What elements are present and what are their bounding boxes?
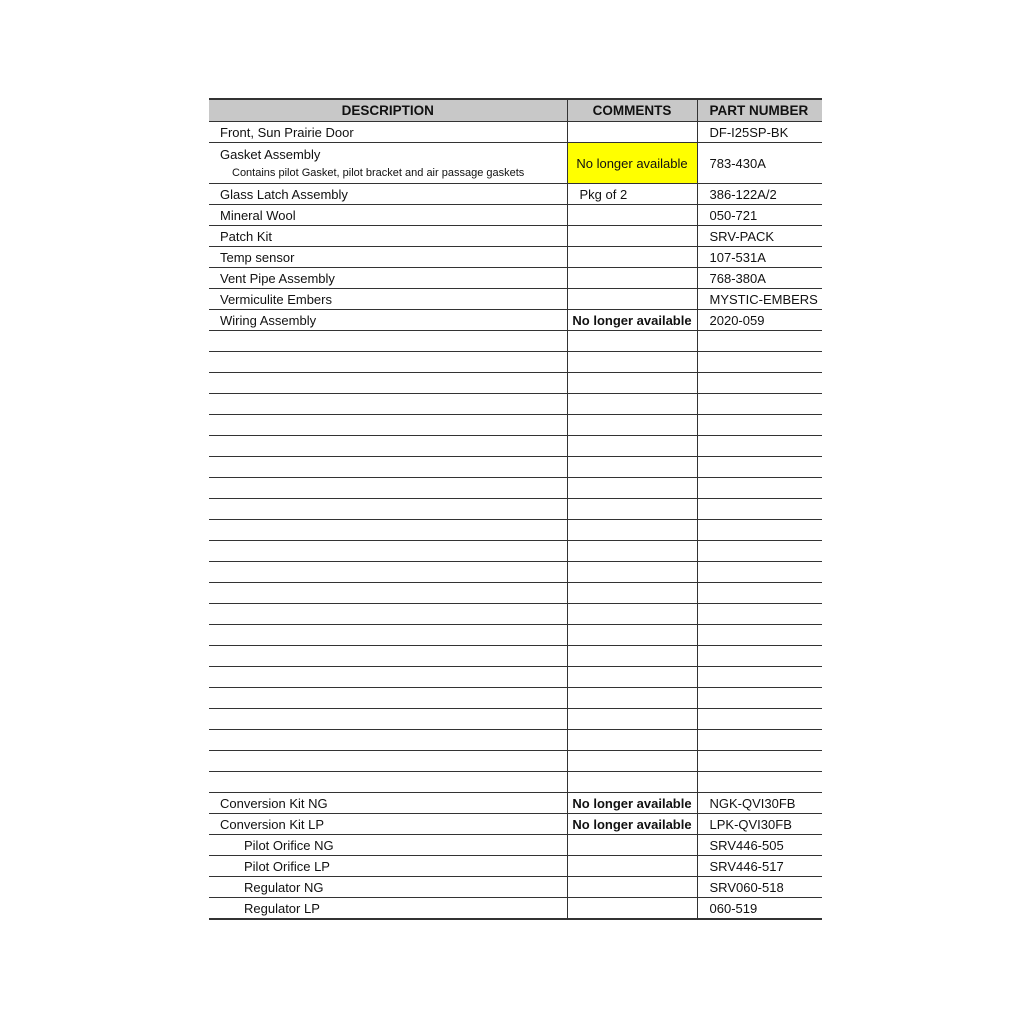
comment-cell (567, 289, 697, 310)
empty-cell (567, 436, 697, 457)
empty-cell (567, 667, 697, 688)
part-number-cell: SRV060-518 (697, 877, 822, 898)
description-cell: Conversion Kit NG (209, 793, 567, 814)
empty-cell (209, 667, 567, 688)
description-cell: Vent Pipe Assembly (209, 268, 567, 289)
description-cell: Temp sensor (209, 247, 567, 268)
empty-cell (567, 751, 697, 772)
part-number-cell: DF-I25SP-BK (697, 122, 822, 143)
empty-cell (209, 331, 567, 352)
empty-cell (567, 331, 697, 352)
empty-row (209, 541, 822, 562)
empty-cell (697, 541, 822, 562)
parts-table (209, 98, 822, 920)
empty-cell (697, 730, 822, 751)
empty-cell (209, 478, 567, 499)
empty-cell (697, 751, 822, 772)
description-cell: Vermiculite Embers (209, 289, 567, 310)
empty-cell (567, 625, 697, 646)
table-row (209, 184, 822, 205)
comment-cell (567, 898, 697, 920)
empty-cell (697, 352, 822, 373)
empty-cell (567, 730, 697, 751)
header-part-number: PART NUMBER (697, 99, 822, 122)
comment-cell: No longer available (567, 310, 697, 331)
empty-cell (567, 415, 697, 436)
description-cell: Patch Kit (209, 226, 567, 247)
description-cell: Regulator NG (209, 877, 567, 898)
part-number-cell: MYSTIC-EMBERS (697, 289, 822, 310)
empty-cell (697, 583, 822, 604)
comment-cell (567, 226, 697, 247)
empty-cell (697, 394, 822, 415)
description-cell: Wiring Assembly (209, 310, 567, 331)
empty-cell (209, 541, 567, 562)
table-row (209, 143, 822, 184)
empty-cell (697, 331, 822, 352)
description-cell: Regulator LP (209, 898, 567, 920)
description-text: Gasket Assembly (220, 146, 321, 162)
empty-cell (567, 541, 697, 562)
table-row (209, 205, 822, 226)
description-cell: Glass Latch Assembly (209, 184, 567, 205)
part-number-cell: 107-531A (697, 247, 822, 268)
empty-row (209, 604, 822, 625)
header-description: DESCRIPTION (209, 99, 567, 122)
part-number-cell: 783-430A (697, 143, 822, 184)
empty-cell (567, 604, 697, 625)
description-cell: Front, Sun Prairie Door (209, 122, 567, 143)
table-row (209, 793, 822, 814)
empty-cell (209, 751, 567, 772)
empty-cell (697, 436, 822, 457)
comment-cell (567, 122, 697, 143)
table-row (209, 226, 822, 247)
empty-row (209, 520, 822, 541)
empty-row (209, 478, 822, 499)
empty-cell (697, 667, 822, 688)
empty-cell (209, 352, 567, 373)
description-cell: Mineral Wool (209, 205, 567, 226)
empty-row (209, 352, 822, 373)
empty-row (209, 394, 822, 415)
table-row (209, 856, 822, 877)
empty-cell (567, 583, 697, 604)
empty-row (209, 730, 822, 751)
empty-cell (567, 478, 697, 499)
empty-cell (209, 604, 567, 625)
part-number-cell: 768-380A (697, 268, 822, 289)
empty-cell (567, 373, 697, 394)
empty-cell (209, 499, 567, 520)
description-cell: Pilot Orifice NG (209, 835, 567, 856)
empty-row (209, 709, 822, 730)
empty-row (209, 415, 822, 436)
empty-cell (209, 394, 567, 415)
empty-cell (209, 646, 567, 667)
header-comments: COMMENTS (567, 99, 697, 122)
description-cell: Pilot Orifice LP (209, 856, 567, 877)
empty-cell (209, 520, 567, 541)
empty-cell (567, 709, 697, 730)
part-number-cell: 386-122A/2 (697, 184, 822, 205)
empty-cell (209, 373, 567, 394)
empty-cell (209, 772, 567, 793)
comment-cell: No longer available (567, 814, 697, 835)
table-row (209, 310, 822, 331)
part-number-cell: SRV-PACK (697, 226, 822, 247)
empty-cell (209, 709, 567, 730)
comment-cell (567, 835, 697, 856)
empty-cell (697, 646, 822, 667)
comment-cell (567, 268, 697, 289)
part-number-cell: 2020-059 (697, 310, 822, 331)
empty-row (209, 436, 822, 457)
empty-cell (567, 499, 697, 520)
description-cell: Conversion Kit LP (209, 814, 567, 835)
empty-cell (567, 352, 697, 373)
comment-cell (567, 877, 697, 898)
empty-cell (567, 646, 697, 667)
empty-row (209, 688, 822, 709)
part-number-cell: SRV446-517 (697, 856, 822, 877)
description-note: Contains pilot Gasket, pilot bracket and air passage gaskets (232, 166, 525, 179)
empty-cell (697, 709, 822, 730)
description-cell (209, 143, 567, 184)
empty-cell (697, 562, 822, 583)
empty-cell (209, 457, 567, 478)
empty-cell (209, 583, 567, 604)
empty-cell (209, 688, 567, 709)
empty-row (209, 331, 822, 352)
empty-row (209, 772, 822, 793)
table-row (209, 814, 822, 835)
table-row (209, 122, 822, 143)
empty-cell (567, 772, 697, 793)
comment-cell (567, 856, 697, 877)
empty-cell (697, 625, 822, 646)
empty-row (209, 667, 822, 688)
comment-cell: No longer available (567, 793, 697, 814)
table-row (209, 289, 822, 310)
comment-cell (567, 247, 697, 268)
part-number-cell: LPK-QVI30FB (697, 814, 822, 835)
table-row (209, 835, 822, 856)
comment-cell (567, 205, 697, 226)
empty-cell (697, 457, 822, 478)
empty-row (209, 646, 822, 667)
empty-row (209, 457, 822, 478)
empty-row (209, 499, 822, 520)
empty-cell (209, 562, 567, 583)
empty-cell (697, 520, 822, 541)
empty-cell (697, 415, 822, 436)
empty-cell (209, 625, 567, 646)
table-row (209, 898, 822, 920)
part-number-cell: SRV446-505 (697, 835, 822, 856)
empty-row (209, 751, 822, 772)
empty-row (209, 625, 822, 646)
empty-cell (697, 499, 822, 520)
header-row (209, 99, 822, 122)
empty-cell (697, 772, 822, 793)
empty-cell (567, 520, 697, 541)
empty-cell (567, 688, 697, 709)
part-number-cell: 050-721 (697, 205, 822, 226)
empty-cell (697, 373, 822, 394)
part-number-cell: 060-519 (697, 898, 822, 920)
empty-row (209, 373, 822, 394)
table-row (209, 268, 822, 289)
empty-row (209, 583, 822, 604)
empty-row (209, 562, 822, 583)
empty-cell (697, 604, 822, 625)
part-number-cell: NGK-QVI30FB (697, 793, 822, 814)
comment-cell-highlight: No longer available (567, 143, 697, 184)
table-row (209, 247, 822, 268)
empty-cell (697, 688, 822, 709)
empty-cell (567, 457, 697, 478)
empty-cell (209, 415, 567, 436)
empty-cell (567, 394, 697, 415)
empty-cell (209, 730, 567, 751)
table-row (209, 877, 822, 898)
comment-cell: Pkg of 2 (567, 184, 697, 205)
empty-cell (209, 436, 567, 457)
empty-cell (697, 478, 822, 499)
empty-cell (567, 562, 697, 583)
